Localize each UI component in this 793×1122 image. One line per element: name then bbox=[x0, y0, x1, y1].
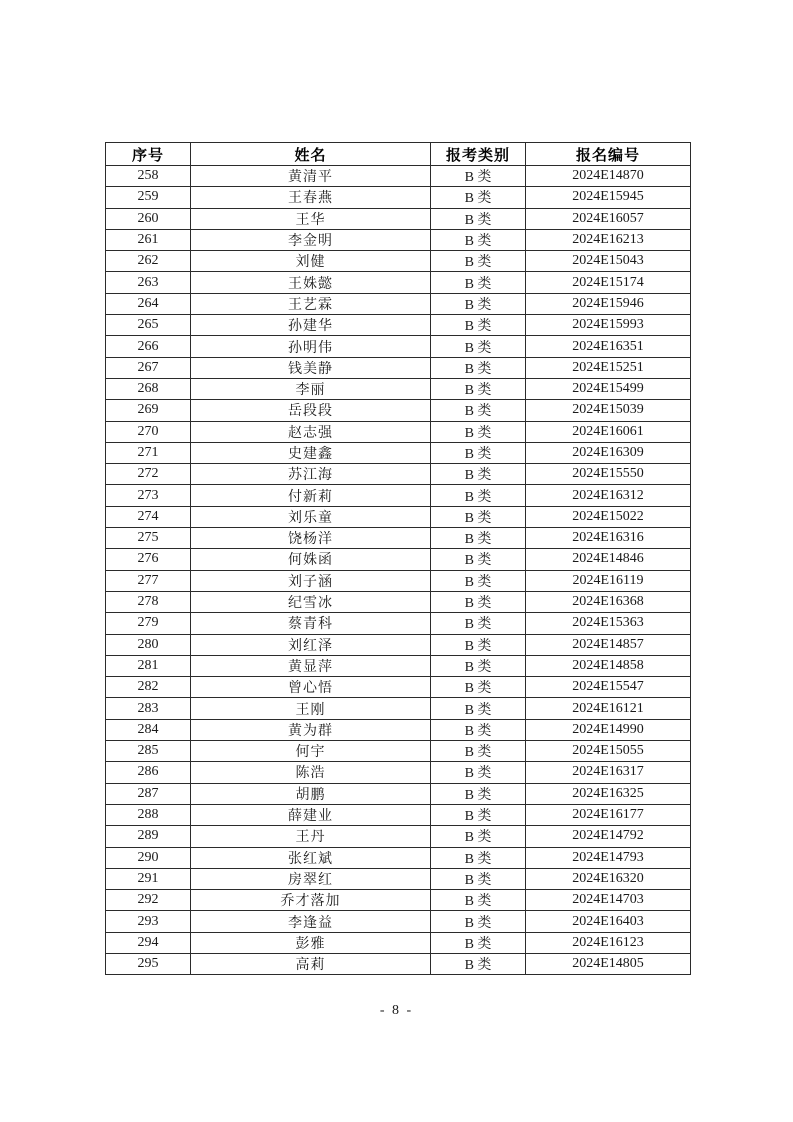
cell-serial-number: 275 bbox=[106, 528, 191, 549]
cell-name: 王春燕 bbox=[191, 187, 431, 208]
table-row bbox=[106, 826, 691, 847]
table-row bbox=[106, 591, 691, 612]
cell-name: 付新莉 bbox=[191, 485, 431, 506]
cell-registration-code: 2024E14703 bbox=[526, 890, 691, 911]
cell-exam-category: B 类 bbox=[431, 464, 526, 485]
cell-name: 史建鑫 bbox=[191, 442, 431, 463]
table-row bbox=[106, 166, 691, 187]
cell-exam-category: B 类 bbox=[431, 293, 526, 314]
cell-name: 陈浩 bbox=[191, 762, 431, 783]
cell-exam-category: B 类 bbox=[431, 442, 526, 463]
cell-serial-number: 281 bbox=[106, 655, 191, 676]
cell-name: 何宇 bbox=[191, 741, 431, 762]
cell-serial-number: 279 bbox=[106, 613, 191, 634]
cell-serial-number: 285 bbox=[106, 741, 191, 762]
cell-serial-number: 286 bbox=[106, 762, 191, 783]
cell-exam-category: B 类 bbox=[431, 485, 526, 506]
cell-registration-code: 2024E16320 bbox=[526, 868, 691, 889]
cell-serial-number: 287 bbox=[106, 783, 191, 804]
cell-name: 赵志强 bbox=[191, 421, 431, 442]
cell-exam-category: B 类 bbox=[431, 378, 526, 399]
table-row bbox=[106, 890, 691, 911]
cell-exam-category: B 类 bbox=[431, 783, 526, 804]
cell-serial-number: 273 bbox=[106, 485, 191, 506]
cell-name: 王华 bbox=[191, 208, 431, 229]
table-row bbox=[106, 400, 691, 421]
cell-serial-number: 282 bbox=[106, 677, 191, 698]
table-row bbox=[106, 932, 691, 953]
cell-serial-number: 269 bbox=[106, 400, 191, 421]
cell-registration-code: 2024E16316 bbox=[526, 528, 691, 549]
cell-serial-number: 292 bbox=[106, 890, 191, 911]
cell-exam-category: B 类 bbox=[431, 634, 526, 655]
cell-name: 李丽 bbox=[191, 378, 431, 399]
cell-name: 孙建华 bbox=[191, 315, 431, 336]
table-row bbox=[106, 378, 691, 399]
cell-registration-code: 2024E16123 bbox=[526, 932, 691, 953]
cell-registration-code: 2024E14870 bbox=[526, 166, 691, 187]
cell-serial-number: 276 bbox=[106, 549, 191, 570]
cell-registration-code: 2024E15945 bbox=[526, 187, 691, 208]
header-serial-number: 序号 bbox=[106, 143, 191, 166]
table-row bbox=[106, 293, 691, 314]
table-row bbox=[106, 655, 691, 676]
cell-serial-number: 259 bbox=[106, 187, 191, 208]
cell-name: 孙明伟 bbox=[191, 336, 431, 357]
cell-serial-number: 290 bbox=[106, 847, 191, 868]
table-row bbox=[106, 272, 691, 293]
cell-registration-code: 2024E16061 bbox=[526, 421, 691, 442]
cell-name: 刘红泽 bbox=[191, 634, 431, 655]
registration-table bbox=[105, 142, 691, 975]
cell-name: 岳段段 bbox=[191, 400, 431, 421]
table-row bbox=[106, 613, 691, 634]
cell-registration-code: 2024E15174 bbox=[526, 272, 691, 293]
table-row bbox=[106, 804, 691, 825]
table-row bbox=[106, 357, 691, 378]
cell-registration-code: 2024E14990 bbox=[526, 719, 691, 740]
cell-name: 蔡青科 bbox=[191, 613, 431, 634]
cell-name: 高莉 bbox=[191, 953, 431, 974]
cell-name: 王艺霖 bbox=[191, 293, 431, 314]
cell-exam-category: B 类 bbox=[431, 357, 526, 378]
table-body bbox=[106, 166, 691, 975]
cell-registration-code: 2024E16325 bbox=[526, 783, 691, 804]
cell-serial-number: 264 bbox=[106, 293, 191, 314]
cell-exam-category: B 类 bbox=[431, 229, 526, 250]
cell-exam-category: B 类 bbox=[431, 890, 526, 911]
cell-name: 乔才落加 bbox=[191, 890, 431, 911]
cell-registration-code: 2024E15550 bbox=[526, 464, 691, 485]
cell-name: 黄显萍 bbox=[191, 655, 431, 676]
cell-serial-number: 265 bbox=[106, 315, 191, 336]
cell-serial-number: 288 bbox=[106, 804, 191, 825]
table-row bbox=[106, 187, 691, 208]
cell-name: 刘子涵 bbox=[191, 570, 431, 591]
cell-registration-code: 2024E16057 bbox=[526, 208, 691, 229]
cell-registration-code: 2024E15055 bbox=[526, 741, 691, 762]
cell-exam-category: B 类 bbox=[431, 741, 526, 762]
table-row bbox=[106, 421, 691, 442]
cell-exam-category: B 类 bbox=[431, 613, 526, 634]
cell-registration-code: 2024E14846 bbox=[526, 549, 691, 570]
cell-name: 何姝函 bbox=[191, 549, 431, 570]
cell-serial-number: 278 bbox=[106, 591, 191, 612]
cell-name: 李金明 bbox=[191, 229, 431, 250]
table-header-row bbox=[106, 143, 691, 166]
cell-serial-number: 270 bbox=[106, 421, 191, 442]
cell-name: 苏江海 bbox=[191, 464, 431, 485]
cell-registration-code: 2024E16309 bbox=[526, 442, 691, 463]
cell-registration-code: 2024E16368 bbox=[526, 591, 691, 612]
cell-exam-category: B 类 bbox=[431, 868, 526, 889]
cell-registration-code: 2024E14793 bbox=[526, 847, 691, 868]
cell-name: 刘乐童 bbox=[191, 506, 431, 527]
table-row bbox=[106, 677, 691, 698]
cell-registration-code: 2024E16177 bbox=[526, 804, 691, 825]
table-row bbox=[106, 762, 691, 783]
header-exam-category: 报考类别 bbox=[431, 143, 526, 166]
cell-serial-number: 293 bbox=[106, 911, 191, 932]
cell-registration-code: 2024E15043 bbox=[526, 251, 691, 272]
table-row bbox=[106, 570, 691, 591]
cell-exam-category: B 类 bbox=[431, 570, 526, 591]
cell-registration-code: 2024E16213 bbox=[526, 229, 691, 250]
cell-name: 饶杨洋 bbox=[191, 528, 431, 549]
table-row bbox=[106, 634, 691, 655]
cell-exam-category: B 类 bbox=[431, 762, 526, 783]
cell-serial-number: 262 bbox=[106, 251, 191, 272]
page-number: - 8 - bbox=[379, 1003, 414, 1018]
cell-registration-code: 2024E16403 bbox=[526, 911, 691, 932]
cell-name: 王刚 bbox=[191, 698, 431, 719]
cell-registration-code: 2024E14857 bbox=[526, 634, 691, 655]
cell-registration-code: 2024E15363 bbox=[526, 613, 691, 634]
cell-name: 彭雅 bbox=[191, 932, 431, 953]
cell-serial-number: 266 bbox=[106, 336, 191, 357]
table-row bbox=[106, 315, 691, 336]
cell-serial-number: 274 bbox=[106, 506, 191, 527]
table-row bbox=[106, 847, 691, 868]
cell-serial-number: 258 bbox=[106, 166, 191, 187]
cell-exam-category: B 类 bbox=[431, 166, 526, 187]
cell-exam-category: B 类 bbox=[431, 549, 526, 570]
cell-registration-code: 2024E14805 bbox=[526, 953, 691, 974]
table-row bbox=[106, 953, 691, 974]
cell-exam-category: B 类 bbox=[431, 932, 526, 953]
cell-registration-code: 2024E15946 bbox=[526, 293, 691, 314]
table-row bbox=[106, 485, 691, 506]
cell-name: 王丹 bbox=[191, 826, 431, 847]
cell-registration-code: 2024E16119 bbox=[526, 570, 691, 591]
cell-registration-code: 2024E16317 bbox=[526, 762, 691, 783]
cell-registration-code: 2024E15039 bbox=[526, 400, 691, 421]
cell-exam-category: B 类 bbox=[431, 506, 526, 527]
table-row bbox=[106, 229, 691, 250]
cell-exam-category: B 类 bbox=[431, 336, 526, 357]
table-row bbox=[106, 528, 691, 549]
cell-exam-category: B 类 bbox=[431, 272, 526, 293]
table-row bbox=[106, 251, 691, 272]
table-row bbox=[106, 741, 691, 762]
cell-name: 房翠红 bbox=[191, 868, 431, 889]
cell-serial-number: 261 bbox=[106, 229, 191, 250]
cell-exam-category: B 类 bbox=[431, 719, 526, 740]
table-row bbox=[106, 442, 691, 463]
cell-exam-category: B 类 bbox=[431, 847, 526, 868]
cell-serial-number: 295 bbox=[106, 953, 191, 974]
cell-name: 薛建业 bbox=[191, 804, 431, 825]
cell-serial-number: 291 bbox=[106, 868, 191, 889]
cell-serial-number: 289 bbox=[106, 826, 191, 847]
table-row bbox=[106, 783, 691, 804]
header-name: 姓名 bbox=[191, 143, 431, 166]
cell-name: 王姝懿 bbox=[191, 272, 431, 293]
header-registration-code: 报名编号 bbox=[526, 143, 691, 166]
table-row bbox=[106, 208, 691, 229]
cell-exam-category: B 类 bbox=[431, 953, 526, 974]
table-row bbox=[106, 911, 691, 932]
cell-serial-number: 272 bbox=[106, 464, 191, 485]
cell-serial-number: 268 bbox=[106, 378, 191, 399]
cell-registration-code: 2024E14858 bbox=[526, 655, 691, 676]
cell-serial-number: 260 bbox=[106, 208, 191, 229]
cell-name: 钱美静 bbox=[191, 357, 431, 378]
cell-name: 黄清平 bbox=[191, 166, 431, 187]
cell-registration-code: 2024E15547 bbox=[526, 677, 691, 698]
cell-exam-category: B 类 bbox=[431, 315, 526, 336]
cell-exam-category: B 类 bbox=[431, 528, 526, 549]
cell-exam-category: B 类 bbox=[431, 208, 526, 229]
cell-registration-code: 2024E15993 bbox=[526, 315, 691, 336]
cell-exam-category: B 类 bbox=[431, 421, 526, 442]
cell-name: 李逢益 bbox=[191, 911, 431, 932]
cell-registration-code: 2024E15251 bbox=[526, 357, 691, 378]
cell-exam-category: B 类 bbox=[431, 251, 526, 272]
cell-serial-number: 271 bbox=[106, 442, 191, 463]
cell-name: 黄为群 bbox=[191, 719, 431, 740]
table-row bbox=[106, 549, 691, 570]
cell-serial-number: 280 bbox=[106, 634, 191, 655]
cell-exam-category: B 类 bbox=[431, 655, 526, 676]
cell-serial-number: 277 bbox=[106, 570, 191, 591]
cell-registration-code: 2024E16312 bbox=[526, 485, 691, 506]
cell-exam-category: B 类 bbox=[431, 400, 526, 421]
cell-exam-category: B 类 bbox=[431, 698, 526, 719]
table-row bbox=[106, 719, 691, 740]
cell-serial-number: 283 bbox=[106, 698, 191, 719]
cell-exam-category: B 类 bbox=[431, 591, 526, 612]
cell-registration-code: 2024E15022 bbox=[526, 506, 691, 527]
cell-exam-category: B 类 bbox=[431, 187, 526, 208]
cell-name: 刘健 bbox=[191, 251, 431, 272]
cell-name: 曾心悟 bbox=[191, 677, 431, 698]
cell-registration-code: 2024E16121 bbox=[526, 698, 691, 719]
cell-registration-code: 2024E16351 bbox=[526, 336, 691, 357]
table-row bbox=[106, 868, 691, 889]
cell-serial-number: 284 bbox=[106, 719, 191, 740]
table-row bbox=[106, 506, 691, 527]
cell-name: 张红斌 bbox=[191, 847, 431, 868]
table-row bbox=[106, 698, 691, 719]
cell-serial-number: 294 bbox=[106, 932, 191, 953]
cell-exam-category: B 类 bbox=[431, 804, 526, 825]
cell-name: 纪雪冰 bbox=[191, 591, 431, 612]
table-row bbox=[106, 336, 691, 357]
cell-name: 胡鹏 bbox=[191, 783, 431, 804]
cell-exam-category: B 类 bbox=[431, 911, 526, 932]
cell-exam-category: B 类 bbox=[431, 677, 526, 698]
cell-serial-number: 267 bbox=[106, 357, 191, 378]
cell-registration-code: 2024E14792 bbox=[526, 826, 691, 847]
table-row bbox=[106, 464, 691, 485]
cell-registration-code: 2024E15499 bbox=[526, 378, 691, 399]
cell-serial-number: 263 bbox=[106, 272, 191, 293]
cell-exam-category: B 类 bbox=[431, 826, 526, 847]
